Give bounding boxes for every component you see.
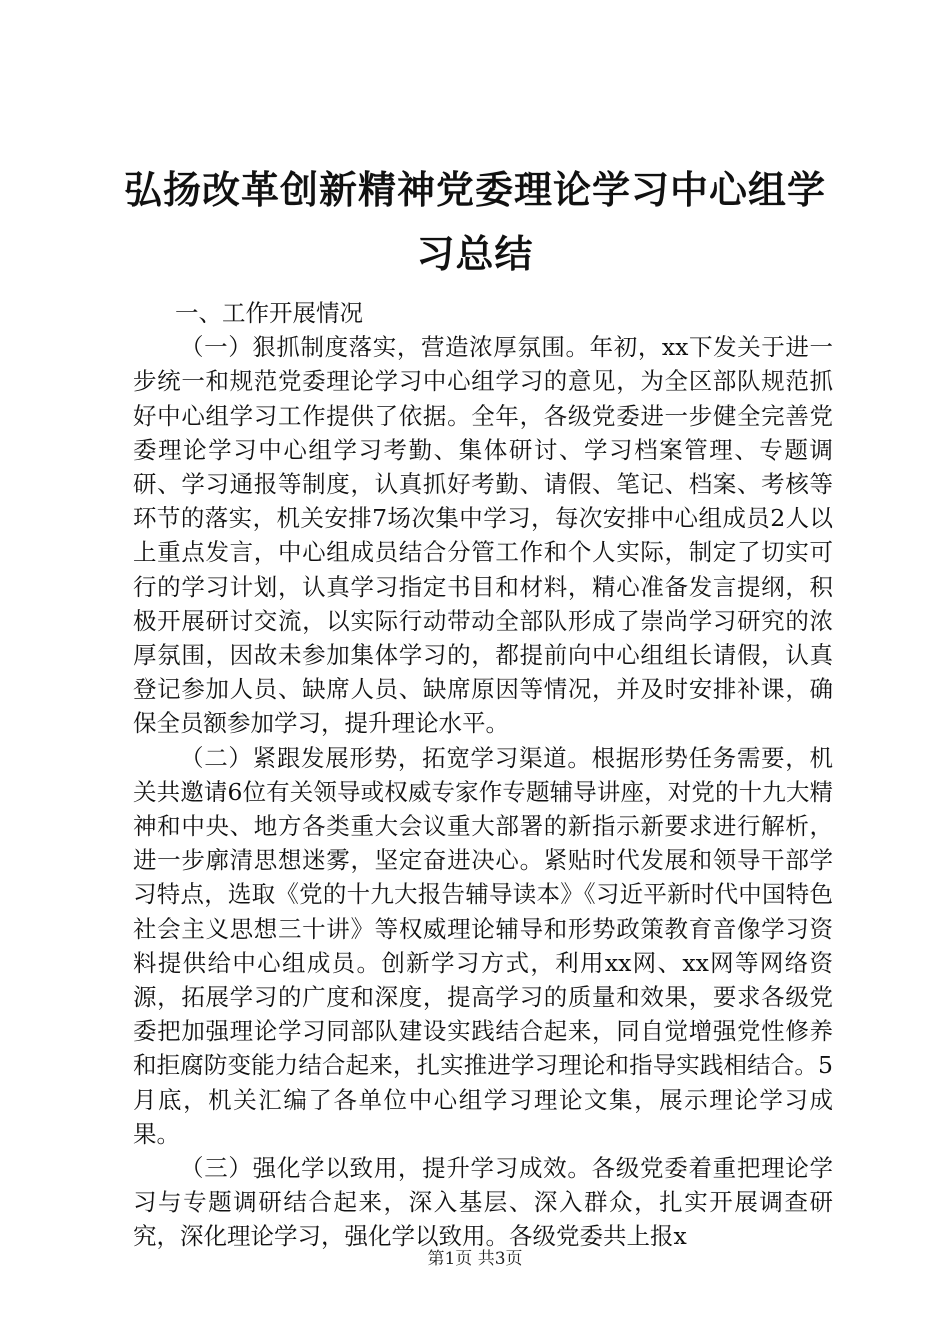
paragraph-1: （一）狠抓制度落实，营造浓厚氛围。年初，xx下发关于进一步统一和规范党委理论学习中心组学习的意见，为全区部队规范抓好中心组学习工作提供了依据。全年，各级党委进一步健全完善党委理论学习中心组学习考勤、集体研讨、学习档案管理、专题调研、学习通报等制度，认真抓好考勤、请假、笔记、档案、考核等环节的落实，机关安排7场次集中学习，每次安排中心组成员2人以上重点发言，中心组成员结合分管工作和个人实际，制定了切实可行的学习计划，认真学习指定书目和材料，精心准备发言提纲，积极开展研讨交流，以实际行动带动全部队形成了崇尚学习研究的浓厚氛围，因故未参加集体学习的，都提前向中心组组长请假，认真登记参加人员、缺席人员、缺席原因等情况，并及时安排补课，确保全员额参加学习，提升理论水平。 [133, 333, 833, 738]
section-heading: 一、工作开展情况 [175, 299, 363, 327]
document-title: 弘扬改革创新精神党委理论学习中心组学习总结 [123, 167, 826, 276]
page-number-footer: 第1页 共3页 [427, 1249, 523, 1269]
document-body [133, 296, 833, 1254]
paragraph-3: （三）强化学以致用，提升学习成效。各级党委着重把理论学习与专题调研结合起来，深入基层、深入群众，扎实开展调查研究，深化理论学习，强化学以致用。各级党委共上报x [133, 1154, 833, 1251]
paragraph-2: （二）紧跟发展形势，拓宽学习渠道。根据形势任务需要，机关共邀请6位有关领导或权威专家作专题辅导讲座，对党的十九大精神和中央、地方各类重大会议重大部署的新指示新要求进行解析，进一步廓清思想迷雾，坚定奋进决心。紧贴时代发展和领导干部学习特点，选取《党的十九大报告辅导读本》《习近平新时代中国特色社会主义思想三十讲》等权威理论辅导和形势政策教育音像学习资料提供给中心组成员。创新学习方式，利用xx网、xx网等网络资源，拓展学习的广度和深度，提高学习的质量和效果，要求各级党委把加强理论学习同部队建设实践结合起来，同自觉增强党性修养和拒腐防变能力结合起来，扎实推进学习理论和指导实践相结合。5月底，机关汇编了各单位中心组学习理论文集，展示理论学习成果。 [133, 743, 833, 1148]
